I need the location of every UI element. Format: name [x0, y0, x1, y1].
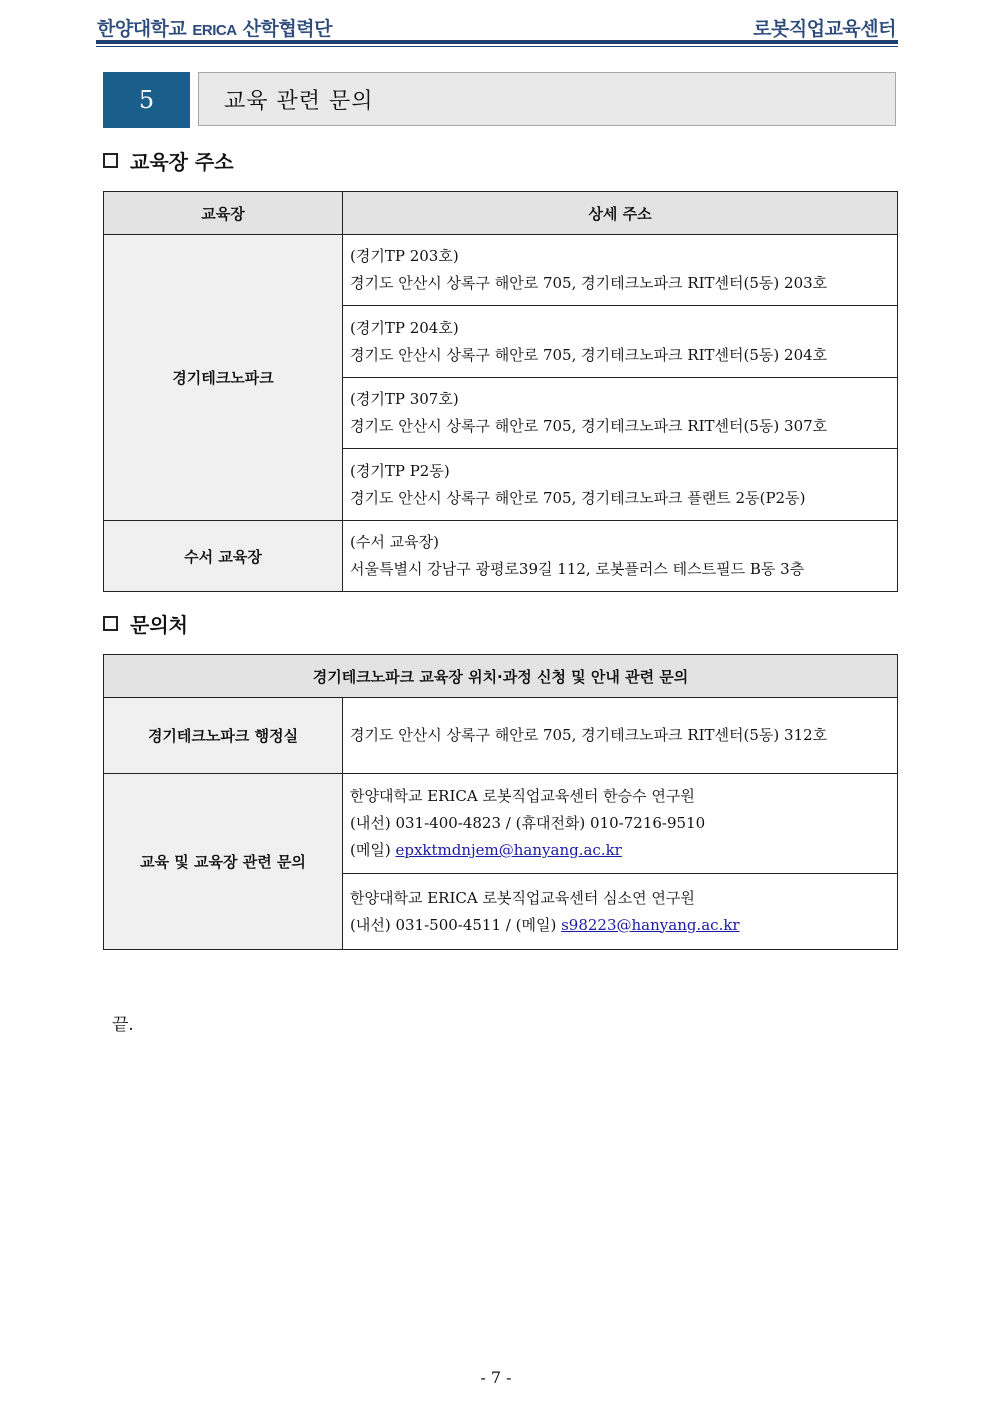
section-title: 교육 관련 문의 [198, 72, 896, 126]
table-row [104, 521, 898, 592]
address-text: 경기도 안산시 상록구 해안로 705, 경기테크노파크 플랜트 2동(P2동) [350, 488, 806, 507]
checkbox-square-icon [103, 616, 118, 631]
admin-office-address: 경기도 안산시 상록구 해안로 705, 경기테크노파크 RIT센터(5동) 312호 [343, 698, 898, 774]
contact-cell-person1 [343, 774, 898, 874]
table-header-row [104, 655, 898, 698]
table-row [104, 698, 898, 774]
address-cell [343, 521, 898, 592]
venue-name: 수서 교육장 [104, 521, 343, 592]
email-prefix: (메일) [350, 841, 391, 859]
address-label: (경기TP 204호) [350, 318, 459, 337]
address-label: (경기TP 307호) [350, 390, 459, 408]
column-header-venue: 교육장 [104, 192, 343, 235]
column-header-address: 상세 주소 [343, 192, 898, 235]
address-cell [343, 306, 898, 378]
email-link[interactable]: s98223@hanyang.ac.kr [561, 915, 740, 934]
header-rule [96, 40, 898, 44]
end-mark: 끝. [112, 1015, 134, 1035]
header-rule-thin [96, 46, 898, 47]
address-text: 경기도 안산시 상록구 해안로 705, 경기테크노파크 RIT센터(5동) 203호 [350, 274, 828, 292]
contacts-table-title: 경기테크노파크 교육장 위치·과정 신청 및 안내 관련 문의 [104, 655, 898, 698]
header-org-erica: ERICA [192, 22, 237, 39]
contact-name: 한양대학교 ERICA 로봇직업교육센터 한승수 연구원 [350, 787, 695, 805]
address-cell [343, 449, 898, 521]
page-number: - 7 - [480, 1368, 512, 1387]
address-label: (경기TP 203호) [350, 247, 459, 265]
header-org-suffix: 산학협력단 [242, 18, 332, 40]
table-row [104, 235, 898, 306]
contacts-table [103, 654, 898, 950]
contact-phone-email-line [350, 912, 897, 939]
table-row [104, 774, 898, 874]
address-text: 경기도 안산시 상록구 해안로 705, 경기테크노파크 RIT센터(5동) 204호 [350, 345, 828, 364]
contacts-heading-text: 문의처 [130, 613, 188, 637]
contact-email-line [350, 837, 897, 864]
header-org-name [97, 14, 332, 41]
checkbox-square-icon [103, 153, 118, 168]
address-cell [343, 235, 898, 306]
table-header-row [104, 192, 898, 235]
venues-heading [103, 146, 234, 175]
address-cell [343, 378, 898, 449]
address-label: (경기TP P2동) [350, 461, 450, 480]
address-text: 경기도 안산시 상록구 해안로 705, 경기테크노파크 RIT센터(5동) 307호 [350, 417, 828, 435]
section-number: 5 [103, 72, 190, 128]
venues-table [103, 191, 898, 592]
header-center-name: 로봇직업교육센터 [753, 18, 896, 40]
contacts-heading [103, 609, 188, 638]
contact-phone: (내선) 031-400-4823 / (휴대전화) 010-7216-9510 [350, 814, 706, 832]
education-inquiry-label: 교육 및 교육장 관련 문의 [104, 774, 343, 950]
email-link[interactable]: epxktmdnjem@hanyang.ac.kr [395, 841, 622, 859]
venues-heading-text: 교육장 주소 [130, 150, 234, 174]
contact-phone: (내선) 031-500-4511 / (메일) [350, 915, 557, 934]
venue-name: 경기테크노파크 [104, 235, 343, 521]
address-label: (수서 교육장) [350, 533, 439, 551]
contact-name: 한양대학교 ERICA 로봇직업교육센터 심소연 연구원 [350, 888, 695, 907]
address-text: 서울특별시 강남구 광평로39길 112, 로봇플러스 테스트필드 B동 3층 [350, 560, 805, 578]
header-org-prefix: 한양대학교 [97, 18, 187, 40]
contact-cell-person2 [343, 874, 898, 950]
admin-office-label: 경기테크노파크 행정실 [104, 698, 343, 774]
